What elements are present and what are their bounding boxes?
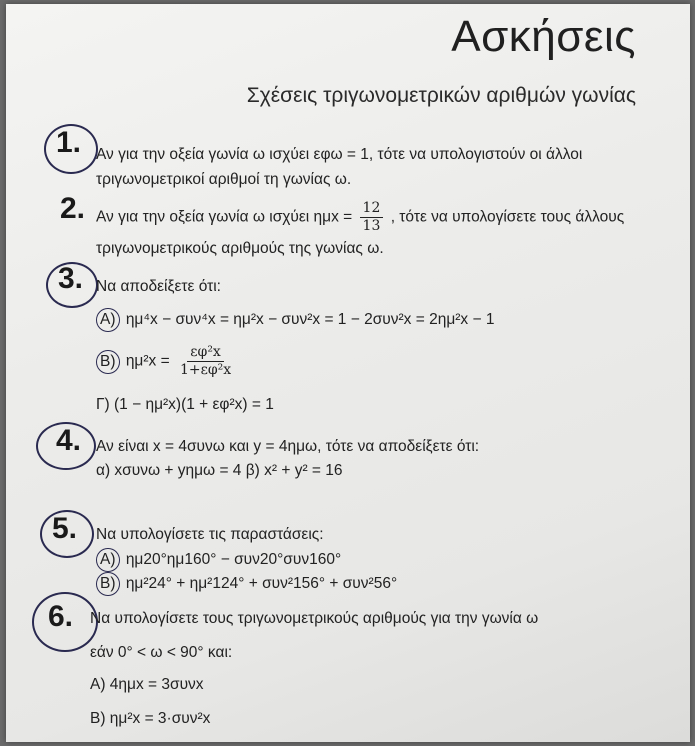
exercise-text: Να υπολογίσετε τους τριγωνομετρικούς αριθμούς για την γωνία ω (90, 610, 539, 627)
exercise-text: ημ⁴x − συν⁴x = ημ²x − συν²x = 1 − 2συν²x = 2ημ²x − 1 (125, 311, 495, 328)
exercise-number: 2. (60, 192, 86, 225)
exercise-text: Β) ημ²x = 3·συν²x (90, 710, 211, 727)
exercise-text: ημ20°ημ160° − συν20°συν160° (125, 551, 342, 568)
sub-item-label: Α) (96, 308, 120, 332)
exercise-text: τριγωνομετρικούς αριθμούς της γωνίας ω. (96, 240, 384, 257)
exercise-text: α) xσυνω + yημω = 4 β) x² + y² = 16 (96, 462, 343, 479)
sub-item-b (96, 344, 237, 379)
exercise-text: Αν για την οξεία γωνία ω ισχύει ημx = (96, 208, 353, 226)
page-subtitle: Σχέσεις τριγωνομετρικών αριθμών γωνίας (246, 84, 636, 107)
fraction-numerator: 12 (360, 200, 384, 218)
worksheet-page (6, 4, 690, 742)
fraction-numerator: εφ²x (187, 344, 224, 362)
exercise-text: Αν για την οξεία γωνία ω ισχύει εφω = 1, τότε να υπολογιστούν οι άλλοι (96, 146, 583, 163)
sub-item-b (96, 572, 397, 596)
fraction-denominator: 1+εφ²x (179, 362, 232, 378)
exercise-text: τριγωνομετρικοί αριθμοί τη γωνίας ω. (96, 171, 352, 188)
exercise-text: Να αποδείξετε ότι: (96, 278, 221, 295)
sub-item-label: Β) (96, 572, 120, 596)
exercise-text: , τότε να υπολογίσετε τους άλλους (390, 208, 625, 226)
exercise-text: ημ²x = (125, 352, 170, 370)
exercise-text: ημ²24° + ημ²124° + συν²156° + συν²56° (125, 575, 398, 592)
exercise-number: 6. (48, 600, 74, 633)
sub-item-a (96, 548, 341, 572)
fraction (360, 200, 384, 235)
exercise-number: 4. (56, 424, 82, 457)
exercise-line (96, 200, 624, 235)
fraction-denominator: 13 (362, 218, 381, 234)
exercise-text: Να υπολογίσετε τις παραστάσεις: (96, 526, 324, 543)
sub-item-label: Α) (96, 548, 120, 572)
sub-item-label: Β) (96, 350, 120, 374)
exercise-number: 1. (56, 126, 82, 159)
exercise-text: Αν είναι x = 4συνω και y = 4ημω, τότε να αποδείξετε ότι: (96, 438, 480, 455)
exercise-text: Γ) (1 − ημ²x)(1 + εφ²x) = 1 (96, 396, 274, 413)
exercise-number: 5. (52, 512, 78, 545)
exercise-text: Α) 4ημx = 3συνx (90, 676, 204, 693)
fraction (177, 344, 234, 379)
exercise-text: εάν 0° < ω < 90° και: (90, 644, 233, 661)
exercise-number: 3. (58, 262, 84, 295)
page-title: Ασκήσεις (451, 12, 636, 61)
sub-item-a (96, 308, 494, 332)
